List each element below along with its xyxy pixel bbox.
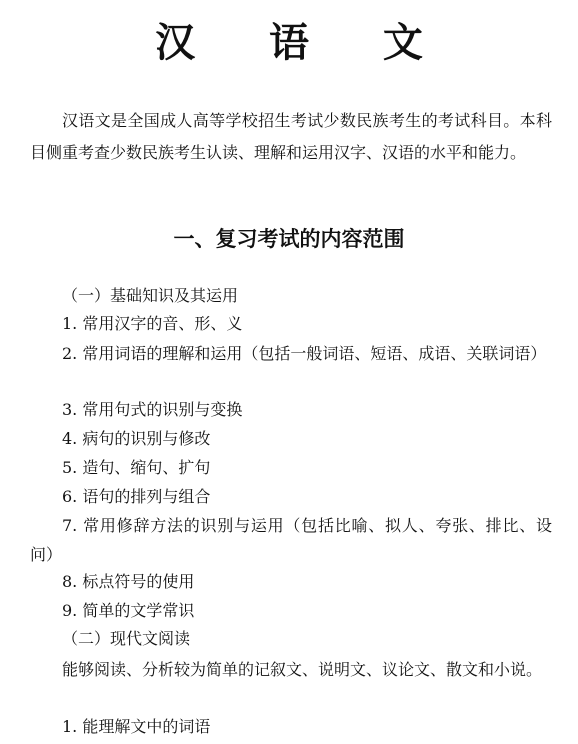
subsection-heading-basics: （一）基础知识及其运用 bbox=[62, 286, 239, 305]
reading-item-1: 1. 能理解文中的词语 bbox=[62, 717, 211, 736]
section-heading: 一、复习考试的内容范围 bbox=[173, 226, 405, 251]
list-item-7: 7. 常用修辞方法的识别与运用（包括比喻、拟人、夸张、排比、设问） bbox=[30, 516, 552, 564]
list-item-5: 5. 造句、缩句、扩句 bbox=[62, 458, 211, 477]
list-item-1: 1. 常用汉字的音、形、义 bbox=[62, 314, 243, 333]
list-item-6: 6. 语句的排列与组合 bbox=[62, 487, 211, 506]
reading-intro-paragraph: 能够阅读、分析较为简单的记叙文、说明文、议论文、散文和小说。 bbox=[62, 660, 543, 679]
list-item-4: 4. 病句的识别与修改 bbox=[62, 429, 211, 448]
list-item-2: 2. 常用词语的理解和运用（包括一般词语、短语、成语、关联词语） bbox=[62, 344, 547, 363]
list-item-8: 8. 标点符号的使用 bbox=[62, 572, 195, 591]
intro-paragraph: 汉语文是全国成人高等学校招生考试少数民族考生的考试科目。本科目侧重考查少数民族考生认读、理解和运用汉字、汉语的水平和能力。 bbox=[30, 111, 552, 162]
document-title: 汉 语 文 bbox=[155, 19, 453, 66]
list-item-9: 9. 简单的文学常识 bbox=[62, 601, 195, 620]
subsection-heading-reading: （二）现代文阅读 bbox=[62, 629, 191, 648]
list-item-3: 3. 常用句式的识别与变换 bbox=[62, 400, 243, 419]
